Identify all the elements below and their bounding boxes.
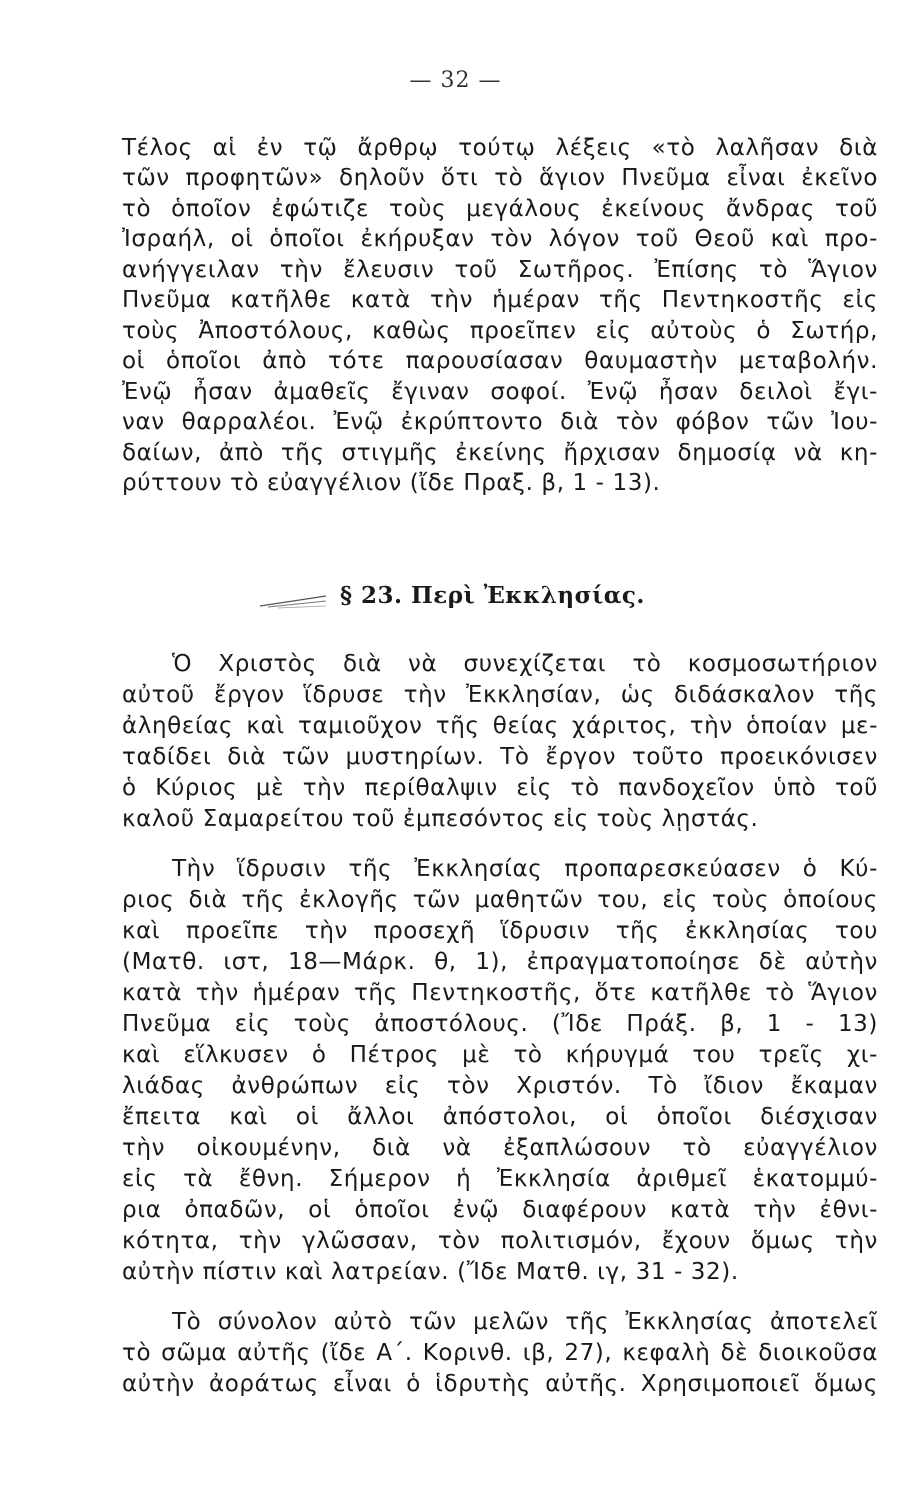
text-line: τὸ ὁποῖον ἐφώτιζε τοὺς μεγάλους ἐκείνους ἄνδρας τοῦ: [122, 196, 878, 222]
text-line: Πνεῦμα κατῆλθε κατὰ τὴν ἡμέραν τῆς Πεντηκοστῆς εἰς: [122, 287, 878, 313]
text-line: ταδίδει διὰ τῶν μυστηρίων. Τὸ ἔργον τοῦτο προεικόνισεν: [122, 744, 878, 770]
text-line: εἰς τὰ ἔθνη. Σήμερον ἡ Ἐκκλησία ἀριθμεῖ ἑκατομμύ-: [122, 1166, 878, 1192]
text-line: Ὁ Χριστὸς διὰ νὰ συνεχίζεται τὸ κοσμοσωτήριον: [172, 651, 878, 677]
text-line: κατὰ τὴν ἡμέραν τῆς Πεντηκοστῆς, ὅτε κατῆλθε τὸ Ἅγιον: [122, 980, 878, 1006]
heading-ornament-icon: [258, 592, 328, 612]
text-line: καὶ προεῖπε τὴν προσεχῆ ἵδρυσιν τῆς ἐκκλησίας του: [122, 918, 878, 944]
text-line: Τὸ σύνολον αὐτὸ τῶν μελῶν τῆς Ἐκκλησίας ἀποτελεῖ: [172, 1309, 878, 1335]
page-number: — 32 —: [409, 68, 502, 93]
text-line: καλοῦ Σαμαρείτου τοῦ ἐμπεσόντος εἰς τοὺς λῃστάς.: [122, 806, 759, 832]
text-line: (Ματθ. ιστ, 18—Μάρκ. θ, 1), ἐπραγματοποίησε δὲ αὐτὴν: [122, 949, 878, 975]
text-line: Πνεῦμα εἰς τοὺς ἀποστόλους. (Ἴδε Πράξ. β, 1 - 13): [122, 1011, 878, 1037]
text-line: τῶν προφητῶν» δηλοῦν ὅτι τὸ ἅγιον Πνεῦμα εἶναι ἐκεῖνο: [122, 165, 878, 191]
text-line: Ἰσραήλ, οἱ ὁποῖοι ἐκήρυξαν τὸν λόγον τοῦ Θεοῦ καὶ προ-: [122, 226, 878, 252]
text-line: ανήγγειλαν τὴν ἔλευσιν τοῦ Σωτῆρος. Ἐπίσης τὸ Ἅγιον: [122, 257, 878, 283]
text-line: δαίων, ἀπὸ τῆς στιγμῆς ἐκείνης ἤρχισαν δημοσίᾳ νὰ κη-: [122, 440, 878, 466]
text-line: ὁ Κύριος μὲ τὴν περίθαλψιν εἰς τὸ πανδοχεῖον ὑπὸ τοῦ: [122, 775, 878, 801]
text-line: τὸ σῶμα αὐτῆς (ἴδε Α΄. Κορινθ. ιβ, 27), κεφαλὴ δὲ διοικοῦσα: [122, 1340, 878, 1366]
text-line: κότητα, τὴν γλῶσσαν, τὸν πολιτισμόν, ἔχουν ὅμως τὴν: [122, 1228, 878, 1254]
text-line: ἀληθείας καὶ ταμιοῦχον τῆς θείας χάριτος, τὴν ὁποίαν με-: [122, 713, 878, 739]
text-line: λιάδας ἀνθρώπων εἰς τὸν Χριστόν. Τὸ ἴδιον ἔκαμαν: [122, 1073, 878, 1099]
text-line: ρια ὀπαδῶν, οἱ ὁποῖοι ἐνῷ διαφέρουν κατὰ τὴν ἐθνι-: [122, 1197, 878, 1223]
text-line: ἔπειτα καὶ οἱ ἄλλοι ἀπόστολοι, οἱ ὁποῖοι διέσχισαν: [122, 1104, 878, 1130]
text-line: Ἐνῷ ἦσαν ἀμαθεῖς ἔγιναν σοφοί. Ἐνῷ ἦσαν δειλοὶ ἔγι-: [122, 379, 878, 405]
text-line: ρύττουν τὸ εὐαγγέλιον (ἴδε Πραξ. β, 1 - 13).: [122, 470, 661, 496]
text-line: τοὺς Ἀποστόλους, καθὼς προεῖπεν εἰς αὐτοὺς ὁ Σωτήρ,: [122, 318, 878, 344]
text-line: οἱ ὁποῖοι ἀπὸ τότε παρουσίασαν θαυμαστὴν μεταβολήν.: [122, 348, 878, 374]
section-heading: [258, 578, 678, 618]
text-line: Τὴν ἵδρυσιν τῆς Ἐκκλησίας προπαρεσκεύασεν ὁ Κύ-: [172, 856, 878, 882]
text-line: ριος διὰ τῆς ἐκλογῆς τῶν μαθητῶν του, εἰς τοὺς ὁποίους: [122, 887, 878, 913]
section-title: § 23. Περὶ Ἐκκλησίας.: [340, 582, 645, 609]
text-line: αὐτὴν ἀοράτως εἶναι ὁ ἱδρυτὴς αὐτῆς. Χρησιμοποιεῖ ὅμως: [122, 1371, 878, 1397]
text-line: Τέλος αἱ ἐν τῷ ἄρθρῳ τούτῳ λέξεις «τὸ λαλῆσαν διὰ: [122, 135, 878, 161]
text-line: καὶ εἵλκυσεν ὁ Πέτρος μὲ τὸ κήρυγμά του τρεῖς χι-: [122, 1042, 878, 1068]
text-line: ναν θαρραλέοι. Ἐνῷ ἐκρύπτοντο διὰ τὸν φόβον τῶν Ἰου-: [122, 409, 878, 435]
text-line: αὐτοῦ ἔργον ἵδρυσε τὴν Ἐκκλησίαν, ὡς διδάσκαλον τῆς: [122, 682, 878, 708]
text-line: αὐτὴν πίστιν καὶ λατρείαν. (Ἴδε Ματθ. ιγ, 31 - 32).: [122, 1259, 739, 1285]
text-line: τὴν οἰκουμένην, διὰ νὰ ἐξαπλώσουν τὸ εὐαγγέλιον: [122, 1135, 878, 1161]
